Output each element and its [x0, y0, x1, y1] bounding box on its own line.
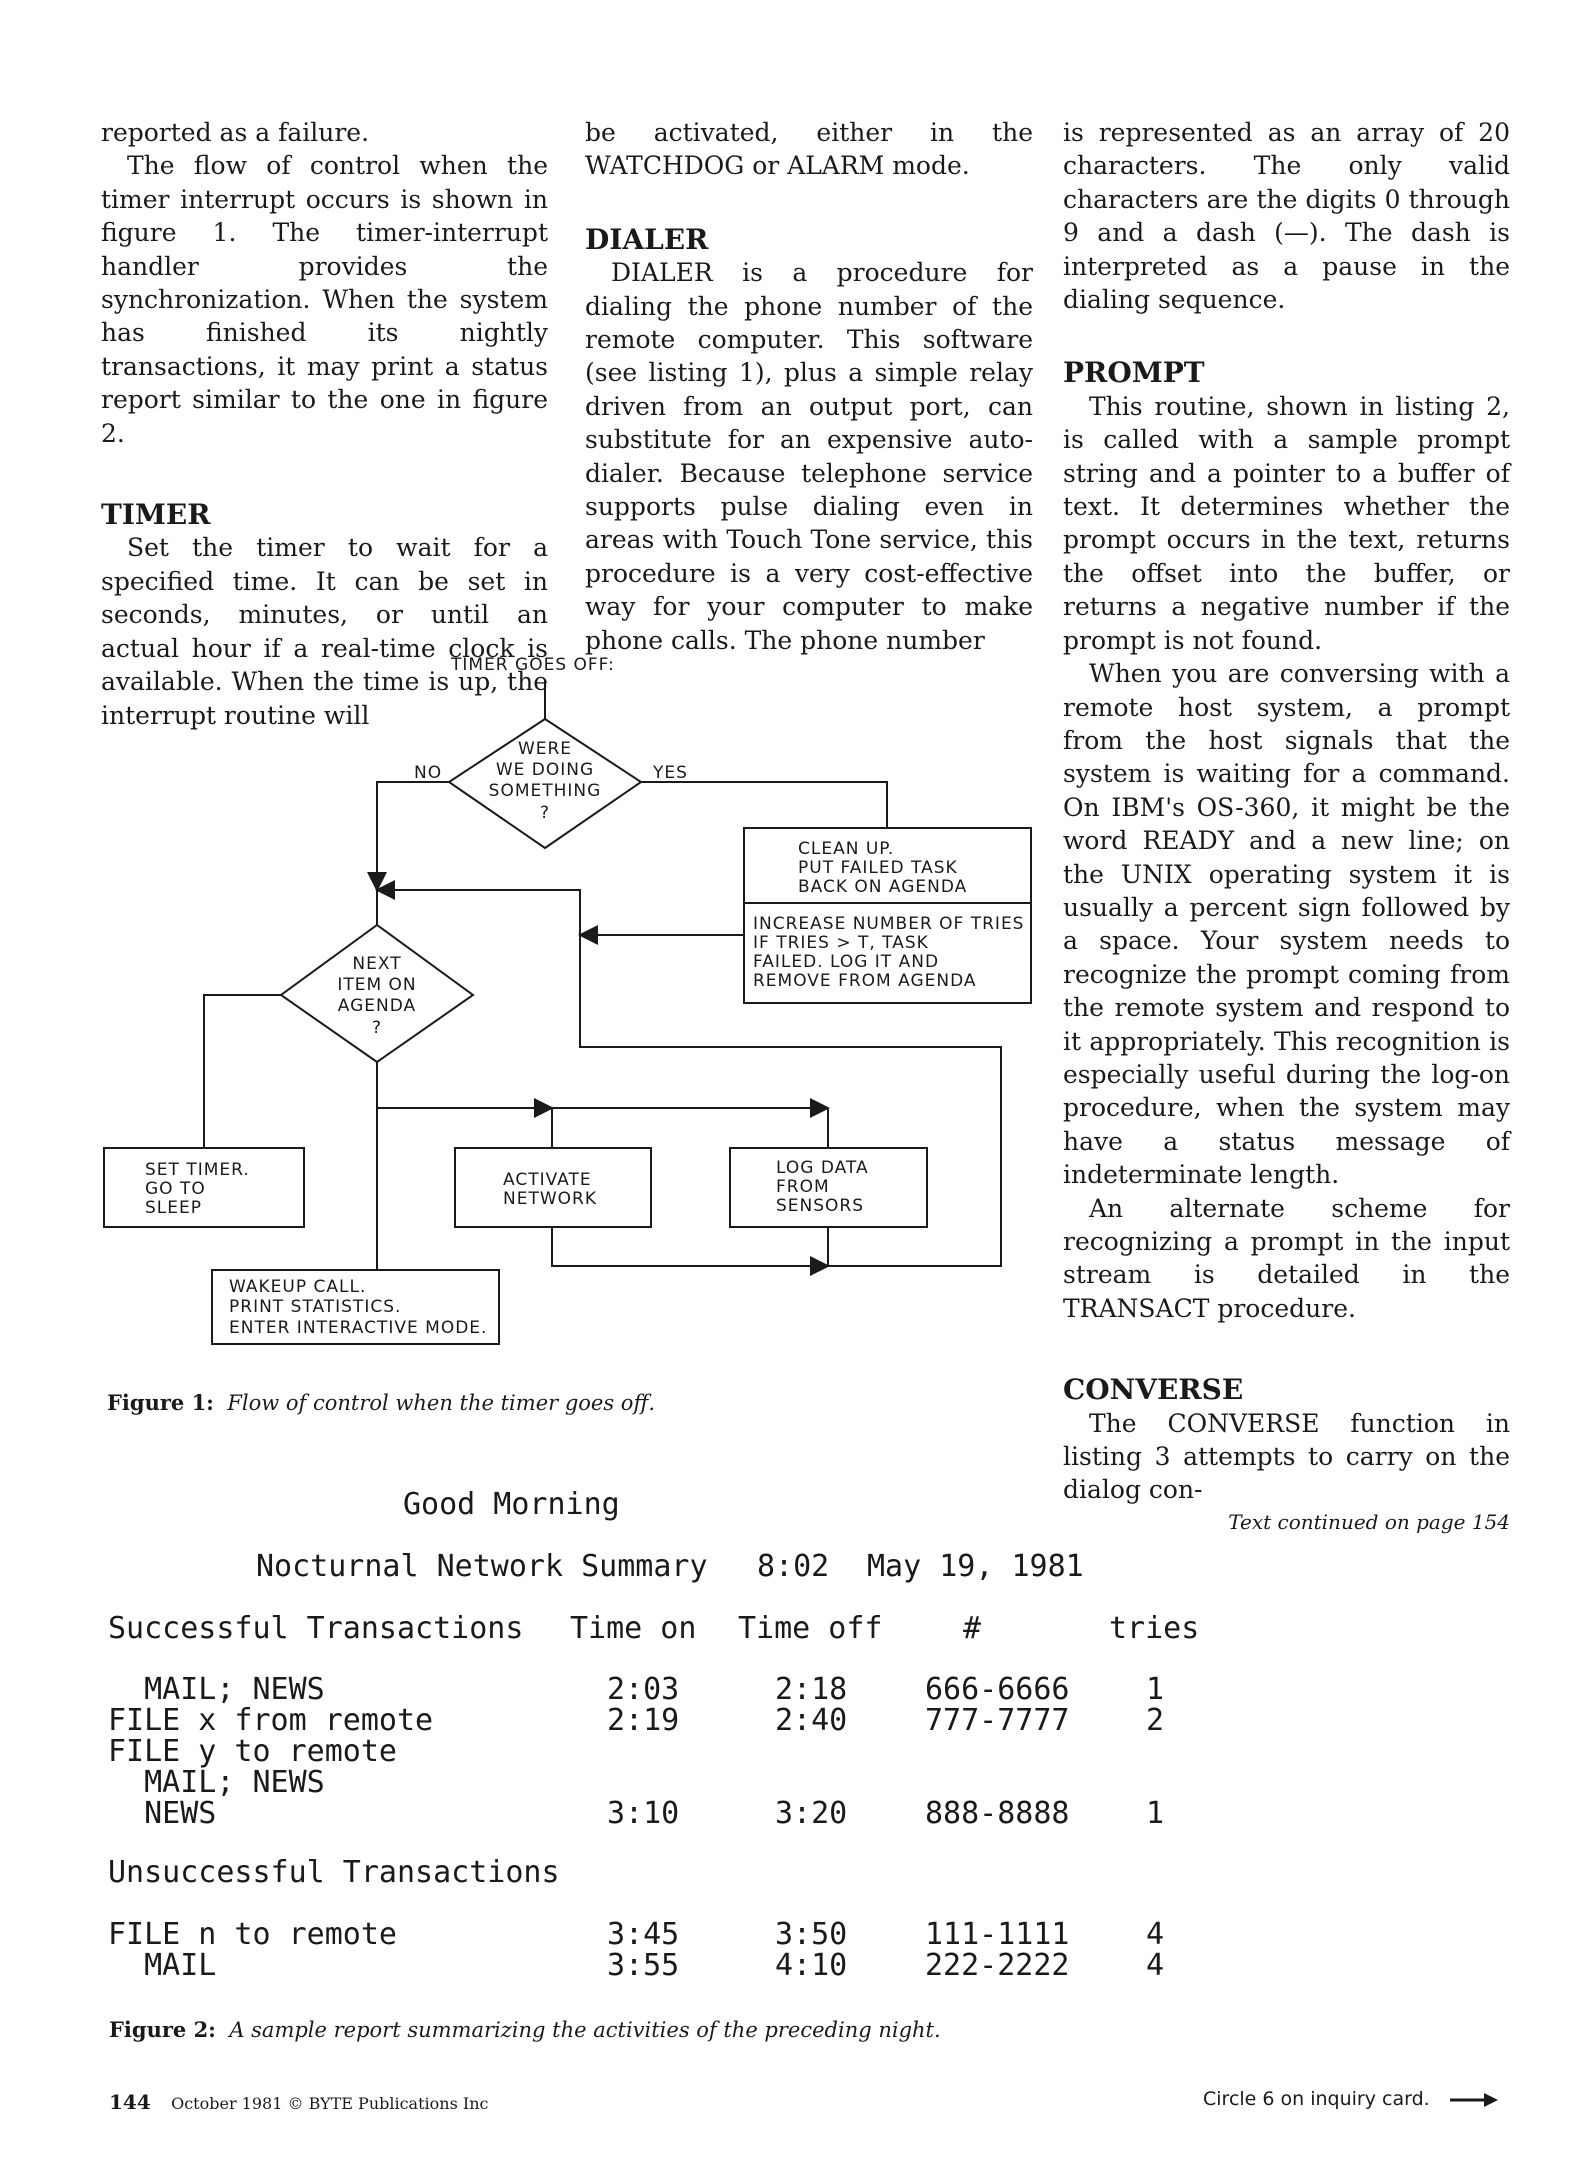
header-time-on: Time on: [570, 1611, 697, 1646]
paragraph: reported as a failure.: [101, 118, 370, 147]
yes-label: YES: [653, 763, 688, 783]
report-cell-on: 2:03: [607, 1672, 680, 1707]
box-text: FAILED. LOG IT AND: [753, 952, 940, 972]
report-cell-tries: 4: [1146, 1948, 1165, 1983]
report-cell-off: 2:40: [775, 1703, 848, 1738]
box-text: REMOVE FROM AGENDA: [753, 971, 977, 991]
report-cell-name: FILE x from remote: [108, 1703, 434, 1738]
diamond-text: ITEM ON: [337, 975, 417, 995]
report-cell-name: MAIL; NEWS: [108, 1765, 325, 1800]
box-text: IF TRIES > T, TASK: [753, 933, 929, 953]
section-heading-timer: TIMER: [101, 498, 211, 532]
diamond-text: NEXT: [352, 954, 402, 974]
report-cell-name: MAIL; NEWS: [108, 1672, 325, 1707]
box-text: ENTER INTERACTIVE MODE.: [229, 1318, 488, 1338]
paragraph: The flow of control when the timer interrupt occurs is shown in figure 1. The timer-interrupt handler provides the synchronization. When the system has finished its nightly transactions, it may print a status report similar to the one in figure 2.: [101, 151, 548, 448]
report-cell-tries: 1: [1146, 1796, 1165, 1831]
report-cell-name: NEWS: [108, 1796, 217, 1831]
successful-label: Successful Transactions: [108, 1611, 524, 1646]
box-text: SENSORS: [776, 1196, 865, 1216]
continued-note: Text continued on page 154: [1228, 1509, 1510, 1534]
inquiry-text: Circle 6 on inquiry card.: [1203, 2088, 1430, 2110]
report-cell-on: 2:19: [607, 1703, 680, 1738]
box-text: SLEEP: [145, 1198, 202, 1218]
diamond-text: ?: [371, 1018, 383, 1038]
figure-2-caption: [109, 2016, 941, 2044]
box-text: FROM: [776, 1177, 830, 1197]
diamond-text: WERE: [517, 739, 573, 759]
paragraph: This routine, shown in listing 2, is called with a sample prompt string and a pointer to a buffer of text. It determines whether the prompt occurs in the text, returns the offset into the buffer, or returns a negative number if the prompt is not found.: [1063, 391, 1510, 655]
unsuccessful-label: Unsuccessful Transactions: [108, 1855, 560, 1890]
report-cell-name: FILE y to remote: [108, 1734, 397, 1769]
caption-label: Figure 1:: [107, 1390, 214, 1415]
report-cell-off: 3:50: [775, 1917, 848, 1952]
paragraph: The CONVERSE function in listing 3 attempts to carry on the dialog con-: [1063, 1408, 1510, 1505]
no-label: NO: [414, 763, 443, 783]
report-cell-name: FILE n to remote: [108, 1917, 397, 1952]
report-cell-num: 888-8888: [925, 1796, 1070, 1831]
paragraph: be activated, either in the WATCHDOG or ALARM mode.: [585, 118, 1033, 181]
footer: [109, 2090, 488, 2114]
report-cell-on: 3:10: [607, 1796, 680, 1831]
paragraph: An alternate scheme for recognizing a prompt in the input stream is detailed in the TRANSACT procedure.: [1063, 1193, 1510, 1323]
box-text: NETWORK: [503, 1189, 597, 1209]
box-text: PUT FAILED TASK: [798, 858, 958, 878]
caption-label: Figure 2:: [109, 2017, 216, 2042]
diamond-text: SOMETHING: [488, 781, 602, 801]
report-cell-off: 2:18: [775, 1672, 848, 1707]
page-number: 144: [109, 2090, 151, 2114]
section-heading-prompt: PROMPT: [1063, 356, 1205, 390]
publication-line: October 1981 © BYTE Publications Inc: [171, 2094, 489, 2113]
report-date: May 19, 1981: [867, 1549, 1084, 1584]
report-cell-tries: 2: [1146, 1703, 1165, 1738]
caption-text: Flow of control when the timer goes off.: [227, 1391, 655, 1415]
paragraph: DIALER is a procedure for dialing the phone number of the remote computer. This software (see listing 1), plus a simple relay driven from an output port, can substitute for an expensive auto-dialer. Because telephone service supports pulse dialing even in areas with Touch Tone service, this procedure is a very cost-effective way for your computer to make phone calls. The phone number: [585, 258, 1033, 655]
box-text: GO TO: [145, 1179, 206, 1199]
box-text: BACK ON AGENDA: [798, 877, 968, 897]
report-cell-num: 111-1111: [925, 1917, 1070, 1952]
paragraph: is represented as an array of 20 characters. The only valid characters are the digits 0 through 9 and a dash (—). The dash is interpreted as a pause in the dialing sequence.: [1063, 118, 1510, 315]
report-cell-off: 4:10: [775, 1948, 848, 1983]
box-text: INCREASE NUMBER OF TRIES: [753, 914, 1025, 934]
report-greeting: Good Morning: [403, 1487, 620, 1522]
box-text: LOG DATA: [776, 1158, 869, 1178]
report-cell-tries: 1: [1146, 1672, 1165, 1707]
arrow-right-icon: [1450, 2092, 1500, 2108]
section-heading-converse: CONVERSE: [1063, 1373, 1244, 1407]
diamond-text: AGENDA: [337, 996, 417, 1016]
box-text: WAKEUP CALL.: [229, 1277, 367, 1297]
inquiry-note: [1203, 2088, 1500, 2110]
diamond-text: WE DOING: [495, 760, 595, 780]
header-tries: tries: [1109, 1611, 1200, 1646]
report-cell-off: 3:20: [775, 1796, 848, 1831]
section-heading-dialer: DIALER: [585, 222, 709, 256]
report-cell-num: 777-7777: [925, 1703, 1070, 1738]
timer-goes-off-label: TIMER GOES OFF:: [451, 655, 615, 675]
report-cell-num: 222-2222: [925, 1948, 1070, 1983]
report-time: 8:02: [757, 1549, 830, 1584]
report-cell-on: 3:55: [607, 1948, 680, 1983]
paragraph: When you are conversing with a remote host system, a prompt from the host signals that the system is waiting for a command. On IBM's OS-360, it might be the word READY and a new line; on the UNIX operating system it is usually a percent sign followed by a space. Your system needs to recognize the prompt coming from the remote system and respond to it appropriately. This recognition is especially useful during the log-on procedure, when the system may have a status message of indeterminate length.: [1063, 659, 1510, 1190]
box-text: CLEAN UP.: [798, 839, 895, 859]
report-cell-on: 3:45: [607, 1917, 680, 1952]
header-time-off: Time off: [738, 1611, 883, 1646]
caption-text: A sample report summarizing the activities of the preceding night.: [229, 2018, 941, 2042]
header-number: #: [963, 1611, 982, 1646]
diamond-text: ?: [539, 803, 551, 823]
report-cell-tries: 4: [1146, 1917, 1165, 1952]
report-summary-title: Nocturnal Network Summary: [256, 1549, 708, 1584]
box-text: PRINT STATISTICS.: [229, 1297, 402, 1317]
paragraph: Set the timer to wait for a specified time. It can be set in seconds, minutes, or until an actual hour if a real-time clock is available. When the time is up, the interrupt routine will: [101, 533, 548, 730]
figure-1-caption: [107, 1389, 655, 1417]
box-text: SET TIMER.: [145, 1160, 250, 1180]
box-text: ACTIVATE: [503, 1170, 592, 1190]
report-cell-name: MAIL: [108, 1948, 217, 1983]
report-cell-num: 666-6666: [925, 1672, 1070, 1707]
